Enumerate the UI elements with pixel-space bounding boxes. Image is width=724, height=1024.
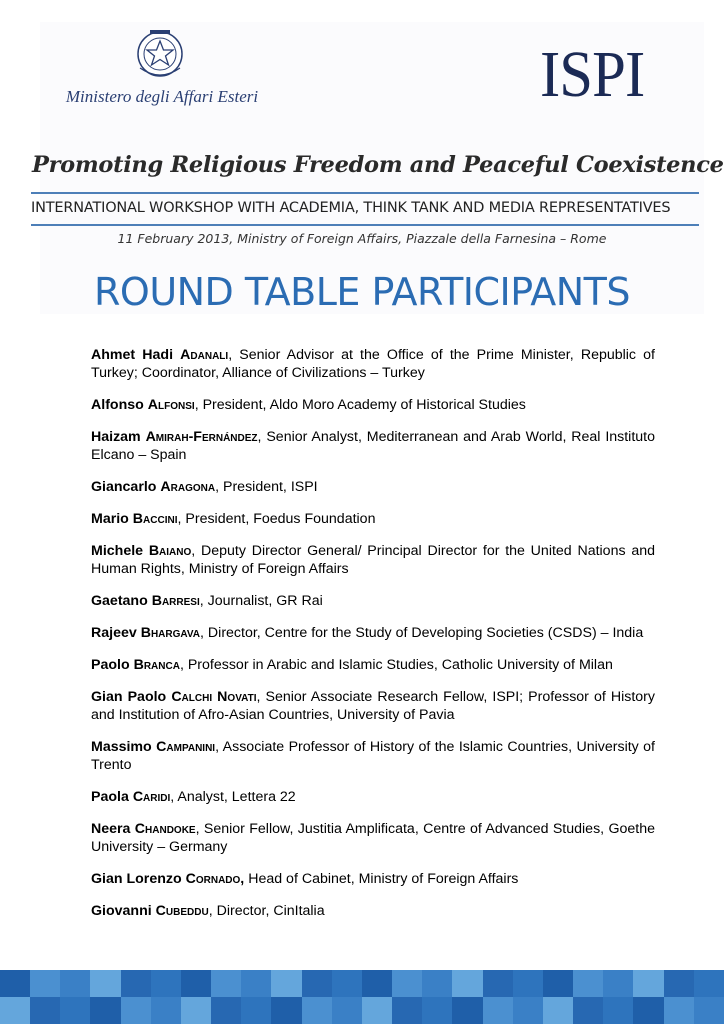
footer-tile [362,970,392,997]
footer-tile [513,997,543,1024]
footer-tile [694,970,724,997]
footer-tile [603,997,633,1024]
participant-role: , Professor in Arabic and Islamic Studies, Catholic University of Milan [179,657,613,673]
footer-tile [241,997,271,1024]
participant-item [91,820,655,856]
participant-role: , Senior Fellow, Justitia Amplificata, Centre of Advanced Studies, Goethe University – Germany [91,821,655,855]
footer-tile [151,997,181,1024]
page-heading: ROUND TABLE PARTICIPANTS [94,270,630,314]
footer-tile [0,970,30,997]
participant-role: , Analyst, Lettera 22 [170,789,296,805]
participant-last-name: Aragona [160,479,216,495]
participant-role: , President, Aldo Moro Academy of Historical Studies [194,397,526,413]
footer-tile [241,970,271,997]
footer-tile [543,970,573,997]
footer-tile [121,970,151,997]
participant-item [91,688,655,724]
participant-role: , Senior Analyst, Mediterranean and Arab World, Real Instituto Elcano – Spain [91,429,655,463]
participant-role: , Associate Professor of History of the Islamic Countries, University of Trento [91,739,655,773]
footer-tile [181,997,211,1024]
participant-last-name: Calchi Novati [171,689,257,705]
participant-role: , Director, CinItalia [208,903,325,919]
participant-last-name: Baccini [132,511,178,527]
participant-first-name: Haizam [91,429,141,445]
footer-tile [603,970,633,997]
participant-first-name: Giancarlo [91,479,157,495]
footer-tile [362,997,392,1024]
participant-item [91,510,655,528]
title-divider [31,192,699,194]
footer-tile [392,997,422,1024]
footer-tile [513,970,543,997]
footer-tile [452,997,482,1024]
participant-item [91,870,655,888]
footer-tile [633,970,663,997]
participant-item [91,346,655,382]
footer-tile [392,970,422,997]
participant-item [91,478,655,496]
participant-last-name: Branca [133,657,180,673]
participant-first-name: Ahmet Hadi [91,347,174,363]
participant-last-name: Bhargava [140,625,201,641]
participant-last-name: Adanali [180,347,229,363]
participant-role: , President, Foedus Foundation [177,511,376,527]
footer-tile [664,997,694,1024]
participant-role: , Director, Centre for the Study of Developing Societies (CSDS) – India [200,625,644,641]
footer-tile [573,997,603,1024]
participant-item [91,542,655,578]
footer-tile [30,997,60,1024]
footer-tile [694,997,724,1024]
footer-tile [452,970,482,997]
footer-tile [30,970,60,997]
participant-first-name: Paola [91,789,129,805]
footer-tile [90,997,120,1024]
participant-first-name: Michele [91,543,144,559]
participant-role: , Deputy Director General/ Principal Director for the United Nations and Human Rights, Ministry of Foreign Affairs [91,543,655,577]
footer-tile [543,997,573,1024]
footer-tile [332,997,362,1024]
participant-last-name: Campanini [156,739,216,755]
participant-role: , Senior Associate Research Fellow, ISPI; Professor of History and Institution of Afro-Asian Countries, University of Pavia [91,689,656,723]
footer-tile [0,997,30,1024]
participant-item [91,396,655,414]
participant-list [91,346,655,934]
participant-last-name: Caridi [132,789,171,805]
participant-first-name: Gaetano [91,593,148,609]
participant-first-name: Giovanni [91,903,152,919]
participant-last-name: Baiano [148,543,192,559]
participant-first-name: Paolo [91,657,130,673]
footer-tile [573,970,603,997]
footer-tile [90,970,120,997]
participant-first-name: Rajeev [91,625,137,641]
participant-item [91,624,655,642]
participant-item [91,788,655,806]
footer-tile [483,970,513,997]
participant-last-name: Barresi [151,593,200,609]
participant-role: , Senior Advisor at the Office of the Prime Minister, Republic of Turkey; Coordinator, Alliance of Civilizations – Turkey [91,347,655,381]
footer-tile [271,997,301,1024]
participant-last-name: Alfonsi [147,397,195,413]
emblem-icon [138,30,182,76]
footer-tile [121,997,151,1024]
footer-tile [60,970,90,997]
participant-item [91,656,655,674]
footer-tile [302,997,332,1024]
participant-last-name: Chandoke [134,821,196,837]
participant-role: Head of Cabinet, Ministry of Foreign Affairs [244,871,519,887]
ministry-name: Ministero degli Affari Esteri [65,87,259,106]
participant-item [91,738,655,774]
footer-tile [60,997,90,1024]
ministry-logo [62,28,262,123]
participant-first-name: Alfonso [91,397,144,413]
participant-first-name: Massimo [91,739,152,755]
participant-item [91,902,655,920]
participant-first-name: Neera [91,821,131,837]
event-subtitle: INTERNATIONAL WORKSHOP WITH ACADEMIA, THINK TANK AND MEDIA REPRESENTATIVES [31,200,671,216]
ispi-logo: ISPI [540,38,645,111]
participant-item [91,592,655,610]
participant-item [91,428,655,464]
footer-tile [422,970,452,997]
footer-tile [211,997,241,1024]
event-date: 11 February 2013, Ministry of Foreign Affairs, Piazzale della Farnesina – Rome [117,231,607,246]
participant-first-name: Mario [91,511,129,527]
participant-first-name: Gian Paolo [91,689,167,705]
participant-role: , Journalist, GR Rai [199,593,323,609]
participant-last-name: Cornado, [185,871,245,887]
footer-tile-band [0,970,724,1024]
participant-role: , President, ISPI [215,479,318,495]
footer-tile [483,997,513,1024]
footer-tile [332,970,362,997]
footer-tile [181,970,211,997]
footer-tile [302,970,332,997]
footer-tile [211,970,241,997]
participant-last-name: Amirah-Fernández [145,429,258,445]
footer-tile [633,997,663,1024]
subtitle-divider [31,224,699,226]
footer-tile [664,970,694,997]
participant-first-name: Gian Lorenzo [91,871,182,887]
footer-tile [151,970,181,997]
participant-last-name: Cubeddu [155,903,209,919]
footer-tile [422,997,452,1024]
event-title: Promoting Religious Freedom and Peaceful Coexistence [32,152,724,178]
footer-tile [271,970,301,997]
